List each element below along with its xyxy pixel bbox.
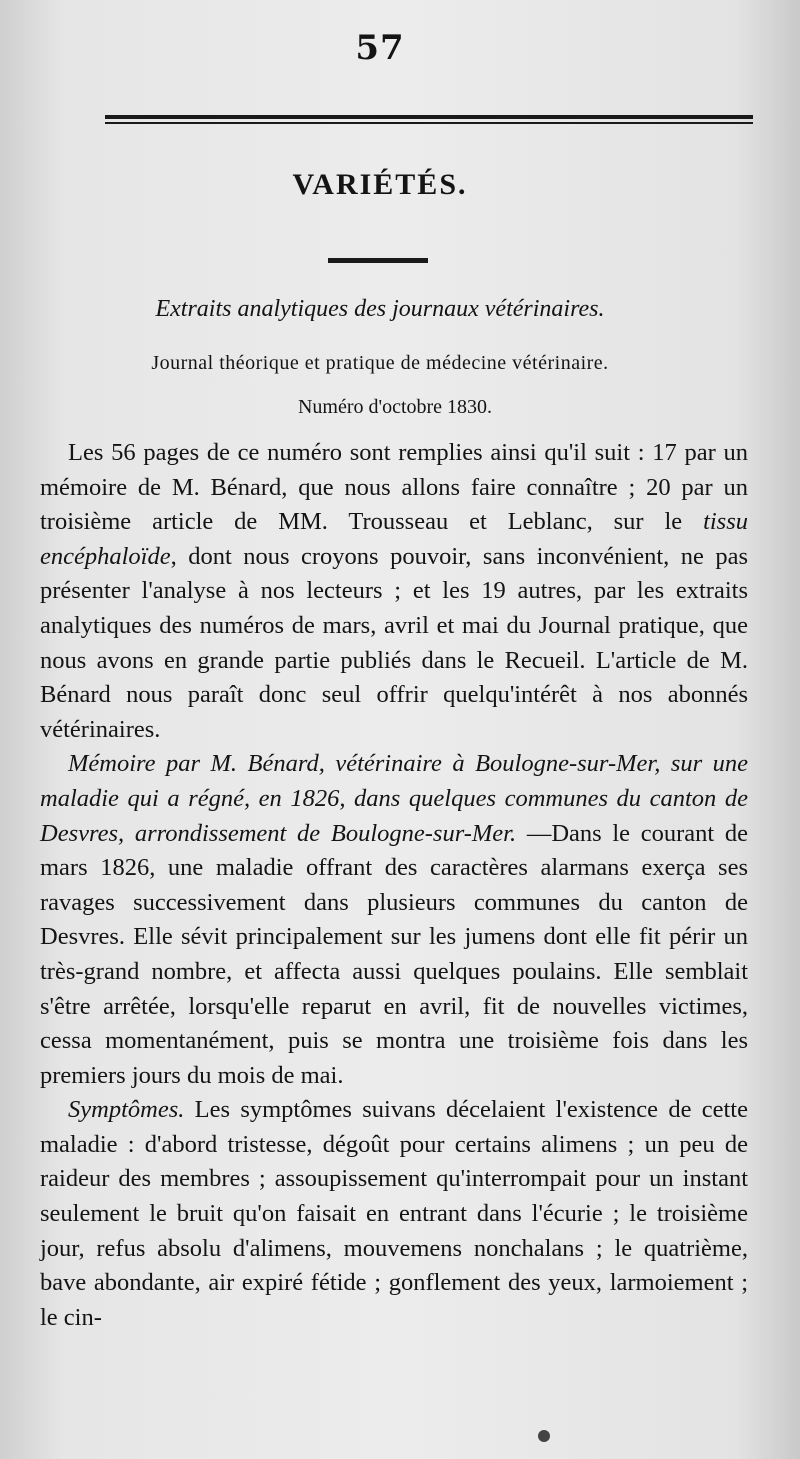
journal-issue: Numéro d'octobre 1830. <box>297 396 493 418</box>
section-subtitle: Extraits analytiques des journaux vétérinaires. <box>155 296 605 322</box>
heading-divider <box>328 258 428 263</box>
journal-title: Journal théorique et pratique de médecine vétérinaire. <box>151 352 609 374</box>
header-rule <box>105 115 753 119</box>
paragraph-2: Mémoire par M. Bénard, vétérinaire à Boulogne-sur-Mer, sur une maladie qui a régné, en 1826, dans quelques communes du canton de Desvres, arrondissement de Boulogne-sur-Mer. —Dans le courant de mars 1826, une maladie offrant des caractères alarmans exerça ses ravages successivement dans plusieurs communes du canton de Desvres. Elle sévit principalement sur les jumens dont elle fit périr un très-grand nombre, et affecta aussi quelques poulains. Elle semblait s'être arrêtée, lorsqu'elle reparut en avril, fit de nouvelles victimes, cessa momentanément, puis se montra une troisième fois dans les premiers jours du mois de mai. <box>40 750 748 1089</box>
page-number: 57 <box>355 28 405 68</box>
paragraph-3: Symptômes. Les symptômes suivans décelaient l'existence de cette maladie : d'abord tristesse, dégoût pour certains alimens ; un peu de raideur des membres ; assoupissement qu'interrompait pour un instant seulement le bruit qu'on faisait en entrant dans l'écurie ; le troisième jour, refus absolu d'alimens, mouvemens nonchalans ; le quatrième, bave abondante, air expiré fétide ; gonflement des yeux, larmoiement ; le cin- <box>40 1096 748 1331</box>
paragraph-1: Les 56 pages de ce numéro sont remplies ainsi qu'il suit : 17 par un mémoire de M. Bénard, que nous allons faire connaître ; 20 par un troisième article de MM. Trousseau et Leblanc, sur le tissu encéphaloïde, dont nous croyons pouvoir, sans inconvénient, ne pas présenter l'analyse à nos lecteurs ; et les 19 autres, par les extraits analytiques des numéros de mars, avril et mai du Journal pratique, que nous avons en grande partie publiés dans le Recueil. L'article de M. Bénard nous paraît donc seul offrir quelqu'intérêt à nos abonnés vétérinaires. <box>40 439 748 743</box>
symptoms-heading: Symptômes. <box>68 1096 185 1124</box>
italic-term: tissu encéphaloïde <box>40 508 748 570</box>
article-body <box>40 436 748 1335</box>
ink-spot <box>538 1430 550 1442</box>
section-heading: VARIÉTÉS. <box>292 168 468 201</box>
header-rule-thin <box>105 122 753 124</box>
memoir-title: Mémoire par M. Bénard, vétérinaire à Boulogne-sur-Mer, sur une maladie qui a régné, en 1826, dans quelques communes du canton de Desvres, arrondissement de Boulogne-sur-Mer. <box>40 750 748 847</box>
